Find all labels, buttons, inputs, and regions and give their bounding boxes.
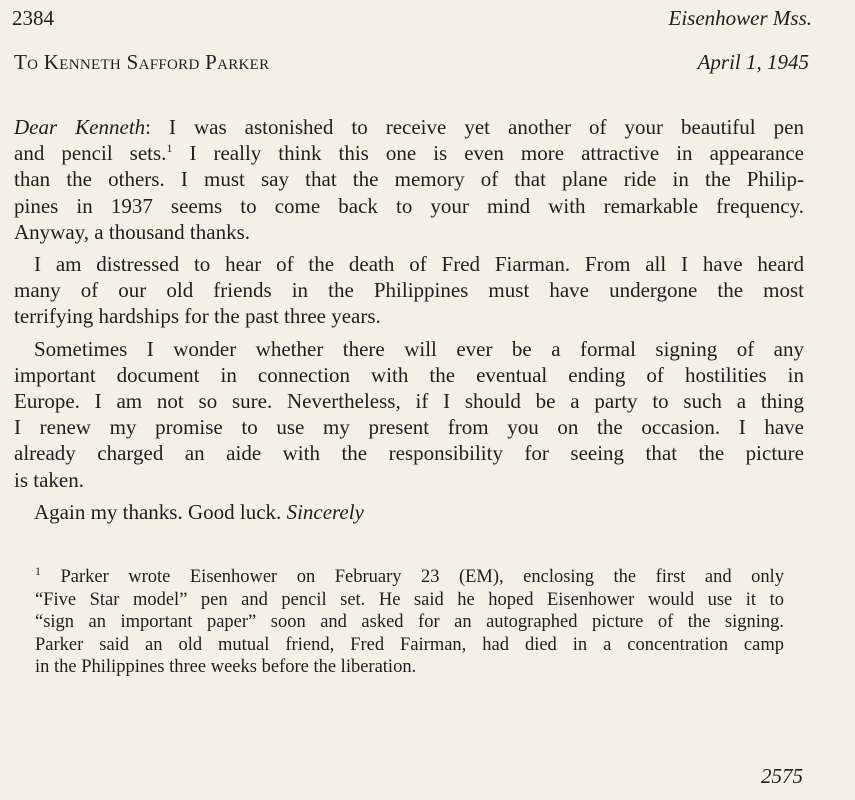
body-line	[14, 499, 804, 525]
body-line: many of our old friends in the Philippines must have undergone the most	[14, 278, 804, 303]
collection-source: Eisenhower Mss.	[668, 6, 812, 30]
body-line: pines in 1937 seems to come back to your mind with remarkable frequency.	[14, 193, 804, 218]
footnote-line: Parker said an old mutual friend, Fred Fairman, had died in a concentration camp	[35, 634, 784, 655]
salutation: Dear Kenneth	[14, 115, 146, 139]
footnote-line: “Five Star model” pen and pencil set. He said he hoped Eisenhower would use it to	[35, 589, 784, 610]
paragraph	[14, 336, 804, 493]
body-line: I renew my promise to use my present from you on the occasion. I have	[14, 415, 804, 440]
body-line: terrifying hardships for the past three years.	[14, 304, 381, 329]
body-line: important document in connection with the eventual ending of hostilities in	[14, 362, 804, 387]
body-line	[14, 114, 804, 140]
body-line: than the others. I must say that the memory of that plane ride in the Philip-	[14, 167, 804, 192]
body-line: Europe. I am not so sure. Nevertheless, if I should be a party to such a thing	[14, 389, 804, 414]
body-line	[14, 140, 804, 166]
paragraph	[14, 499, 804, 525]
line-text: Again my thanks. Good luck.	[34, 499, 287, 524]
paragraph	[14, 114, 804, 245]
footnote-marker: 1	[35, 563, 41, 578]
footnote-line: in the Philippines three weeks before the liberation.	[35, 657, 417, 677]
body-line: I am distressed to hear of the death of Fred Fiarman. From all I have heard	[34, 252, 804, 277]
recipient-heading: To Kenneth Safford Parker	[14, 50, 270, 74]
letter-date: April 1, 1945	[697, 50, 809, 74]
footnote-ref: 1	[166, 141, 173, 156]
body-line: Sometimes I wonder whether there will ever be a formal signing of any	[34, 336, 804, 361]
body-line: Anyway, a thousand thanks.	[14, 219, 251, 244]
footnote-line: “sign an important paper” soon and asked for an autographed picture of the signing.	[35, 612, 784, 632]
closing: Sincerely	[286, 499, 364, 524]
footer-page-number: 2575	[761, 764, 803, 788]
line-text: and pencil sets.	[14, 141, 167, 166]
line-text: : I was astonished to receive yet another of your beautiful pen	[145, 115, 804, 139]
body-line: already charged an aide with the responsibility for seeing that the picture	[14, 441, 804, 466]
line-text: I really think this one is even more attractive in appearance	[172, 141, 804, 166]
paragraph	[14, 251, 804, 330]
footnotes	[35, 563, 785, 679]
letter-body	[14, 114, 804, 531]
line-text: Parker wrote Eisenhower on February 23 (EM), enclosing the first and only	[60, 567, 785, 587]
page-number: 2384	[12, 6, 54, 30]
body-line: is taken.	[14, 467, 84, 492]
footnote-line	[35, 563, 785, 589]
